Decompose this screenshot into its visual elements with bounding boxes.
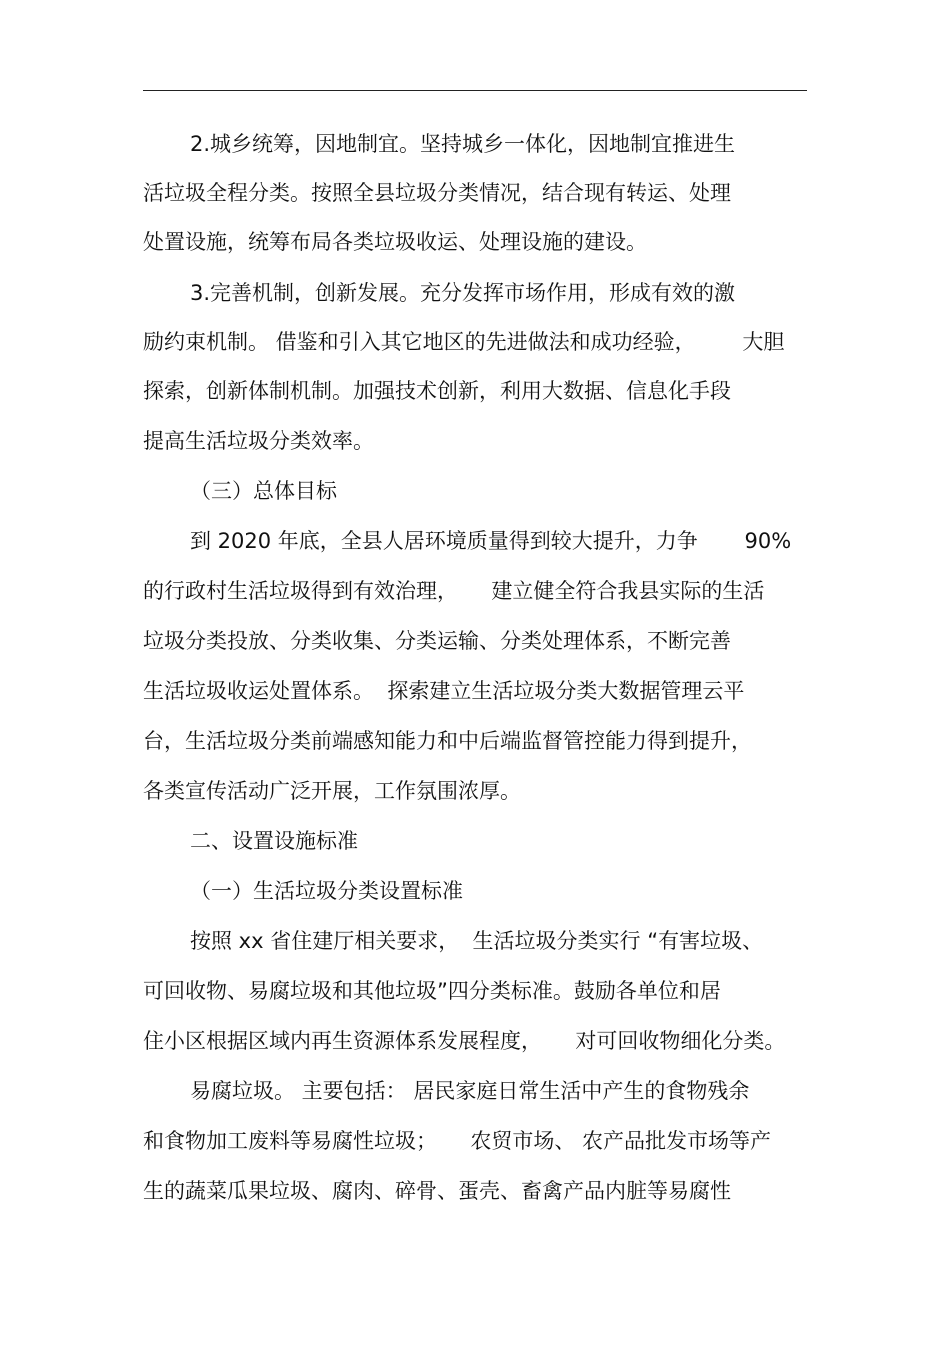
text-line: 易腐垃圾。 主要包括： 居民家庭日常生活中产生的食物残余 <box>190 1079 750 1103</box>
text-line: 生活垃圾收运处置体系。 探索建立生活垃圾分类大数据管理云平 <box>143 679 745 703</box>
text-line: 按照 xx 省住建厅相关要求， 生活垃圾分类实行 “有害垃圾、 <box>190 929 764 953</box>
text-line: 垃圾分类投放、分类收集、分类运输、分类处理体系，不断完善 <box>143 629 731 653</box>
text-line: 活垃圾全程分类。按照全县垃圾分类情况，结合现有转运、处理 <box>143 181 731 205</box>
header-rule <box>143 90 807 91</box>
section-heading: 二、设置设施标准 <box>190 829 358 853</box>
text-line: 2.城乡统筹，因地制宜。坚持城乡一体化，因地制宜推进生 <box>190 132 736 156</box>
text-line: 台，生活垃圾分类前端感知能力和中后端监督管控能力得到提升， <box>143 729 752 753</box>
text-line: 处置设施，统筹布局各类垃圾收运、处理设施的建设。 <box>143 230 647 254</box>
text-line: （三）总体目标 <box>190 479 337 503</box>
text-line: 3.完善机制，创新发展。充分发挥市场作用，形成有效的激 <box>190 281 736 305</box>
subsection-heading: （一）生活垃圾分类设置标准 <box>190 879 463 903</box>
text-line: 探索，创新体制机制。加强技术创新，利用大数据、信息化手段 <box>143 379 731 403</box>
text-line: 提高生活垃圾分类效率。 <box>143 429 374 453</box>
text-line: 励约束机制。 借鉴和引入其它地区的先进做法和成功经验， 大胆 <box>143 330 785 354</box>
text-line: 生的蔬菜瓜果垃圾、腐肉、碎骨、蛋壳、畜禽产品内脏等易腐性 <box>143 1179 731 1203</box>
text-line: 各类宣传活动广泛开展，工作氛围浓厚。 <box>143 779 521 803</box>
text-line: 住小区根据区域内再生资源体系发展程度， 对可回收物细化分类。 <box>143 1029 786 1053</box>
text-line: 的行政村生活垃圾得到有效治理， 建立健全符合我县实际的生活 <box>143 579 765 603</box>
text-line: 和食物加工废料等易腐性垃圾； 农贸市场、 农产品批发市场等产 <box>143 1129 772 1153</box>
text-line: 可回收物、易腐垃圾和其他垃圾”四分类标准。鼓励各单位和居 <box>143 979 721 1003</box>
text-line: 到 2020 年底，全县人居环境质量得到较大提升，力争 90% <box>190 529 792 553</box>
